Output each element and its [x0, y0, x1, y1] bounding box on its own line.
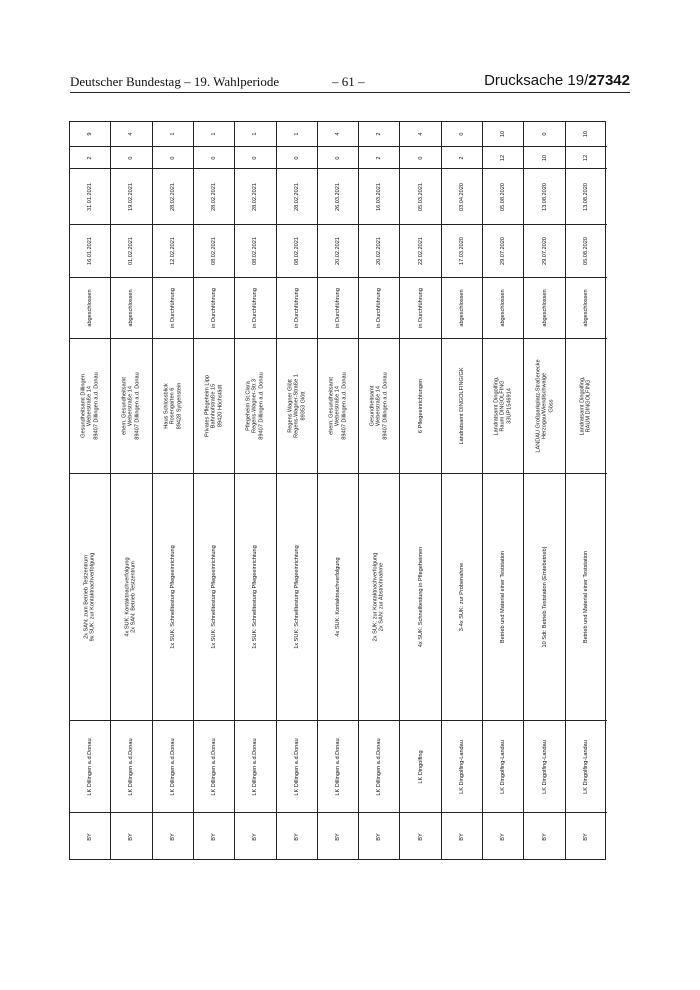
status-text: abgeschlossen — [583, 289, 590, 327]
location-text: 6 Pflegeeinrichtungen — [417, 378, 424, 434]
location-text: ehem. Gesundheitsamt Weberstraße 14 89407 Dillingen a.d. Donau — [121, 372, 141, 440]
value-b-text: 1 — [210, 132, 217, 136]
measure-text: 4x SUK: Kontaktnachverfolgung 2x SAN: Betrieb Testzentrum — [125, 557, 138, 637]
cell-location — [111, 339, 151, 474]
location-text: Pflegeheim St.Clara Regens-Wagner-Str.3 89407 Dillingen a.d. Donau — [245, 372, 265, 440]
cell-district — [194, 721, 234, 813]
cell-value-b — [359, 122, 399, 147]
end-date-text: 13.08.2020 — [541, 182, 548, 211]
cell-value-a — [194, 147, 234, 169]
publication-title: Deutscher Bundestag – 19. Wahlperiode — [70, 74, 280, 89]
cell-state — [153, 813, 193, 861]
district-text: LK Dillingen a.d.Donau — [86, 737, 93, 796]
cell-district — [153, 721, 193, 813]
cell-status — [153, 278, 193, 339]
location-text: Haus Schlossblick Rosengarten 6 89428 Syrgenstein — [163, 382, 182, 430]
cell-measure — [235, 474, 275, 721]
cell-district — [111, 721, 151, 813]
value-a-text: 0 — [334, 155, 341, 160]
cell-value-a — [400, 147, 440, 169]
status-text: abgeschlossen — [128, 289, 135, 327]
status-text: in Durchführung — [293, 288, 300, 328]
end-date-text: 16.03.2021 — [376, 182, 383, 211]
value-a-text: 0 — [252, 155, 259, 160]
start-date-text: 08.02.2021 — [252, 237, 259, 265]
state-text: BY — [417, 833, 424, 841]
start-date-text: 29.07.2020 — [541, 237, 548, 265]
district-text: LK Dingolfing-Landau — [458, 739, 465, 794]
end-date-text: 05.03.2021 — [417, 182, 424, 211]
cell-value-b — [111, 122, 151, 147]
start-date-text: 08.02.2021 — [210, 237, 217, 265]
cell-value-a — [359, 147, 399, 169]
cell-district — [70, 721, 110, 813]
cell-status — [483, 278, 523, 339]
status-text: in Durchführung — [210, 288, 217, 328]
cell-value-b — [70, 122, 110, 147]
value-b-text: 1 — [169, 132, 176, 136]
location-text: Landratsamt DINGOLFING/GK — [458, 367, 465, 445]
start-date-text: 01.02.2021 — [128, 237, 135, 265]
table-row — [524, 122, 565, 859]
value-a-text: 0 — [210, 155, 217, 160]
cell-start-date — [566, 225, 607, 278]
cell-end-date — [70, 169, 110, 225]
cell-start-date — [524, 225, 564, 278]
cell-value-b — [153, 122, 193, 147]
cell-measure — [400, 474, 440, 721]
state-text: BY — [541, 833, 548, 841]
table-row — [400, 122, 441, 859]
cell-start-date — [400, 225, 440, 278]
cell-state — [318, 813, 358, 861]
cell-district — [359, 721, 399, 813]
end-date-text: 31.01.2021 — [86, 182, 93, 211]
cell-end-date — [400, 169, 440, 225]
table-row — [194, 122, 235, 859]
cell-measure — [70, 474, 110, 721]
cell-value-a — [153, 147, 193, 169]
cell-location — [400, 339, 440, 474]
value-a-text: 2 — [376, 155, 383, 160]
cell-status — [566, 278, 607, 339]
cell-state — [400, 813, 440, 861]
start-date-text: 12.02.2021 — [169, 237, 176, 265]
state-text: BY — [210, 833, 217, 841]
cell-start-date — [70, 225, 110, 278]
state-text: BY — [334, 833, 341, 841]
cell-measure — [483, 474, 523, 721]
state-text: BY — [500, 833, 506, 841]
cell-value-a — [111, 147, 151, 169]
cell-start-date — [483, 225, 523, 278]
measure-text: Betrieb und Material einer Teststation — [500, 550, 506, 644]
cell-location — [235, 339, 275, 474]
measure-text: 1x SUK: Schnelltestung Pflegeeinrichtung — [210, 545, 217, 649]
cell-start-date — [442, 225, 482, 278]
cell-value-b — [235, 122, 275, 147]
value-a-text: 10 — [541, 154, 548, 161]
measure-text: 1x SUK: Schnelltestung Pflegeeinrichtung — [169, 545, 176, 649]
cell-measure — [277, 474, 317, 721]
cell-value-a — [524, 147, 564, 169]
cell-measure — [194, 474, 234, 721]
value-a-text: 0 — [128, 155, 135, 160]
document-number-value: 27342 — [588, 72, 630, 89]
start-date-text: 29.07.2020 — [500, 237, 506, 265]
state-text: BY — [169, 833, 176, 841]
status-text: abgeschlossen — [541, 289, 548, 327]
cell-value-b — [442, 122, 482, 147]
measure-text: 4x SUK: Schnelltestung in Pflegeheimen — [417, 546, 424, 648]
cell-measure — [359, 474, 399, 721]
cell-state — [524, 813, 564, 861]
district-text: LK Dillingen a.d.Donau — [334, 737, 341, 796]
cell-measure — [153, 474, 193, 721]
start-date-text: 22.02.2021 — [417, 237, 424, 265]
cell-status — [524, 278, 564, 339]
value-a-text: 2 — [86, 155, 93, 160]
cell-location — [359, 339, 399, 474]
cell-location — [153, 339, 193, 474]
cell-value-a — [318, 147, 358, 169]
end-date-text: 28.02.2021 — [252, 182, 259, 211]
state-text: BY — [86, 833, 93, 841]
cell-end-date — [153, 169, 193, 225]
cell-status — [400, 278, 440, 339]
district-text: LK Dingolfing — [417, 749, 424, 784]
cell-state — [70, 813, 110, 861]
start-date-text: 08.02.2021 — [293, 237, 300, 265]
cell-location — [483, 339, 523, 474]
cell-state — [194, 813, 234, 861]
district-text: LK Dillingen a.d.Donau — [210, 737, 217, 796]
cell-value-a — [70, 147, 110, 169]
cell-value-b — [400, 122, 440, 147]
cell-status — [277, 278, 317, 339]
district-text: LK Dillingen a.d.Donau — [293, 737, 300, 796]
cell-location — [442, 339, 482, 474]
cell-district — [566, 721, 607, 813]
location-text: Landratsamt Dingolfing, RAUM DINGOLFING — [579, 376, 593, 436]
cell-value-b — [277, 122, 317, 147]
start-date-text: 20.02.2021 — [334, 237, 341, 265]
cell-start-date — [277, 225, 317, 278]
end-date-text: 26.03.2021 — [334, 182, 341, 211]
table-row — [442, 122, 483, 859]
status-text: in Durchführung — [376, 288, 383, 328]
table-row — [318, 122, 359, 859]
cell-district — [524, 721, 564, 813]
start-date-text: 20.02.2021 — [376, 237, 383, 265]
document-number — [484, 72, 630, 89]
cell-status — [359, 278, 399, 339]
cell-status — [442, 278, 482, 339]
value-a-text: 2 — [458, 155, 465, 160]
cell-value-b — [318, 122, 358, 147]
status-text: abgeschlossen — [458, 289, 465, 327]
cell-location — [277, 339, 317, 474]
cell-measure — [442, 474, 482, 721]
location-text: Regens Wagner Glött Regens-Wagner-Straße 1 89353 Glött — [287, 374, 306, 438]
cell-value-a — [483, 147, 523, 169]
measure-text: 2x SAN: zum Betrieb Testzentrum 9x SUK: zur Kontaktnachverfolgung — [83, 552, 97, 642]
status-text: in Durchführung — [252, 288, 259, 328]
state-text: BY — [293, 833, 300, 841]
page-number: – 61 – — [332, 74, 365, 89]
location-text: Gesundheitsamt Weberstraße 14 89407 Dillingen a.d. Donau — [369, 372, 389, 440]
end-date-text: 19.02.2021 — [128, 182, 135, 211]
cell-district — [277, 721, 317, 813]
cell-district — [400, 721, 440, 813]
end-date-text: 03.04.2020 — [458, 182, 465, 211]
value-b-text: 1 — [252, 132, 259, 136]
value-b-text: 4 — [417, 132, 424, 136]
cell-state — [359, 813, 399, 861]
value-b-text: 10 — [583, 130, 590, 138]
cell-status — [235, 278, 275, 339]
value-a-text: 0 — [169, 155, 176, 160]
table-row — [359, 122, 400, 859]
end-date-text: 28.02.2021 — [293, 182, 300, 211]
cell-status — [111, 278, 151, 339]
cell-status — [318, 278, 358, 339]
cell-district — [318, 721, 358, 813]
start-date-text: 16.01.2021 — [86, 237, 93, 265]
end-date-text: 28.02.2021 — [169, 182, 176, 211]
page-header — [70, 74, 630, 93]
district-text: LK Dillingen a.d.Donau — [252, 737, 259, 796]
table-row — [566, 122, 607, 859]
value-b-text: 10 — [500, 130, 506, 138]
rotated-data-table — [69, 121, 606, 860]
district-text: LK Dingolfing-Landau — [500, 739, 506, 794]
measure-text: 2x SUK: zur Kontaktnachverfolgung 2x SAN: zur Abstrichnahme — [372, 552, 386, 642]
cell-start-date — [318, 225, 358, 278]
cell-end-date — [277, 169, 317, 225]
measure-text: 1x SUK: Schnelltestung Pflegeeinrichtung — [252, 545, 259, 649]
cell-state — [483, 813, 523, 861]
cell-measure — [566, 474, 607, 721]
cell-district — [483, 721, 523, 813]
table-row — [153, 122, 194, 859]
district-text: LK Dingolfing-Landau — [583, 739, 590, 794]
cell-value-b — [566, 122, 607, 147]
cell-location — [318, 339, 358, 474]
state-text: BY — [376, 833, 383, 841]
cell-location — [566, 339, 607, 474]
value-b-text: 9 — [86, 132, 93, 136]
location-text: ehem. Gesundheitsamt Weberstraße 14 89407 Dillingen a.d. Donau — [328, 372, 348, 440]
cell-start-date — [235, 225, 275, 278]
cell-end-date — [442, 169, 482, 225]
end-date-text: 28.02.2021 — [210, 182, 217, 211]
cell-start-date — [153, 225, 193, 278]
cell-value-b — [524, 122, 564, 147]
measure-text: 3-4x SUK: zur Probenahme — [458, 562, 465, 632]
status-text: abgeschlossen — [500, 289, 506, 327]
cell-measure — [524, 474, 564, 721]
location-text: Landratsamt Dingolfing, Raum DINGOLFING 33UP1546914 — [493, 376, 513, 436]
table-rows — [70, 122, 605, 859]
document-number-prefix: Drucksache 19/ — [484, 72, 589, 89]
state-text: BY — [128, 833, 135, 841]
cell-end-date — [483, 169, 523, 225]
cell-end-date — [111, 169, 151, 225]
cell-end-date — [194, 169, 234, 225]
end-date-text: 05.08.2020 — [500, 182, 506, 211]
measure-text: 4x SUK: Kontaktnachverfolgung — [334, 557, 341, 637]
table-row — [70, 122, 111, 859]
cell-value-a — [277, 147, 317, 169]
cell-status — [70, 278, 110, 339]
cell-state — [277, 813, 317, 861]
cell-start-date — [111, 225, 151, 278]
cell-end-date — [318, 169, 358, 225]
start-date-text: 05.08.2020 — [583, 237, 590, 265]
cell-end-date — [566, 169, 607, 225]
cell-value-a — [442, 147, 482, 169]
measure-text: Betrieb und Material einer Teststation — [583, 550, 590, 644]
cell-location — [194, 339, 234, 474]
cell-status — [194, 278, 234, 339]
status-text: in Durchführung — [334, 288, 341, 328]
location-text: Gesundheitsamt Dillingen Weberstraße 14 89407 Dillingen a.d. Donau — [80, 372, 100, 440]
cell-state — [566, 813, 607, 861]
value-a-text: 12 — [583, 154, 590, 161]
cell-measure — [318, 474, 358, 721]
value-b-text: 0 — [458, 132, 465, 136]
state-text: BY — [252, 833, 259, 841]
table-row — [111, 122, 152, 859]
cell-district — [442, 721, 482, 813]
cell-end-date — [359, 169, 399, 225]
table-row — [235, 122, 276, 859]
cell-measure — [111, 474, 151, 721]
status-text: abgeschlossen — [86, 289, 93, 327]
cell-state — [235, 813, 275, 861]
value-b-text: 0 — [541, 132, 548, 136]
value-b-text: 1 — [293, 132, 300, 136]
table-row — [277, 122, 318, 859]
state-text: BY — [458, 833, 465, 841]
district-text: LK Dillingen a.d.Donau — [376, 737, 383, 796]
status-text: in Durchführung — [169, 288, 176, 328]
end-date-text: 13.08.2020 — [583, 182, 590, 211]
location-text: LANDAU Großparkplatz-Straßenecke Herzogau/Wiendlschwaige Göss — [534, 359, 554, 453]
cell-state — [442, 813, 482, 861]
cell-district — [235, 721, 275, 813]
cell-state — [111, 813, 151, 861]
cell-start-date — [194, 225, 234, 278]
value-a-text: 12 — [500, 154, 506, 161]
value-b-text: 4 — [334, 132, 341, 136]
value-b-text: 2 — [376, 132, 383, 136]
cell-value-a — [235, 147, 275, 169]
start-date-text: 17.03.2020 — [458, 237, 465, 265]
value-b-text: 4 — [128, 132, 135, 136]
cell-value-a — [566, 147, 607, 169]
table-row — [483, 122, 524, 859]
district-text: LK Dillingen a.d.Donau — [128, 737, 135, 796]
status-text: in Durchführung — [417, 288, 424, 328]
district-text: LK Dingolfing-Landau — [541, 739, 548, 794]
measure-text: 10 Sdt: Betrieb Teststation (Erntebetrieb) — [541, 546, 548, 648]
cell-end-date — [235, 169, 275, 225]
cell-end-date — [524, 169, 564, 225]
value-a-text: 0 — [417, 155, 424, 160]
cell-value-b — [194, 122, 234, 147]
measure-text: 1x SUK: Schnelltestung Pflegeeinrichtung — [293, 545, 300, 649]
cell-start-date — [359, 225, 399, 278]
cell-location — [524, 339, 564, 474]
district-text: LK Dillingen a.d.Donau — [169, 737, 176, 796]
state-text: BY — [583, 833, 590, 841]
cell-location — [70, 339, 110, 474]
cell-value-b — [483, 122, 523, 147]
location-text: Privates Pflegeheim Lipp Bahnhofstraße 15 89420 Höchstädt — [204, 375, 224, 437]
value-a-text: 0 — [293, 155, 300, 160]
